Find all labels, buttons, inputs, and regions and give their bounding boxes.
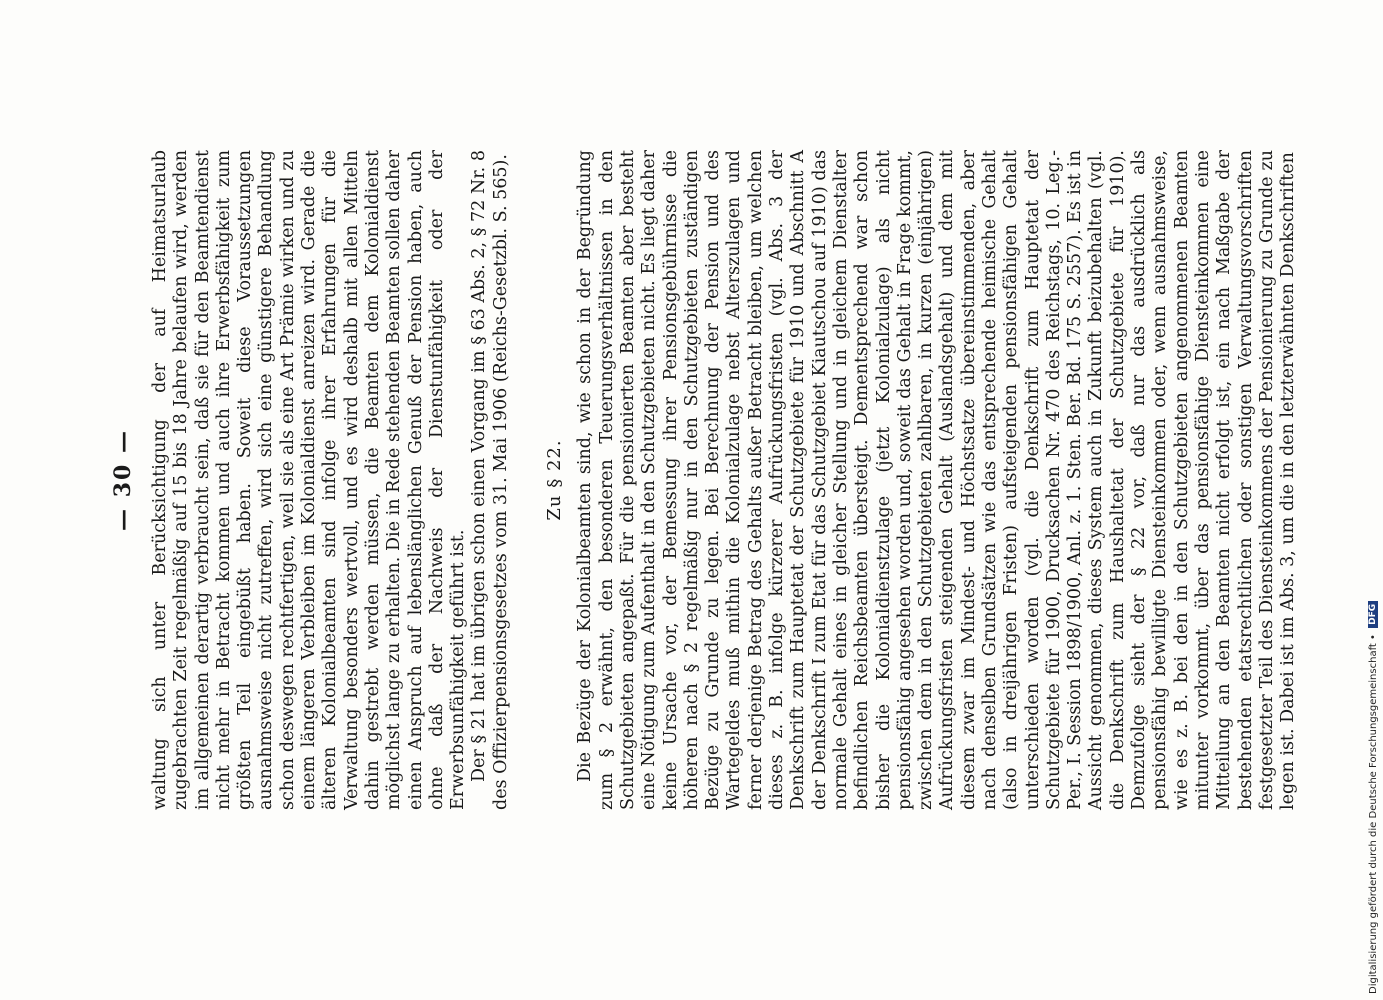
page-number: — 30 —	[110, 429, 136, 531]
paragraph-continuation: waltung sich unter Berücksichtigung der auf Heimatsurlaub zugebrachten Zeit regelmäßig auf 15 bis 18 Jahre belaufen wird, werden im allgemeinen derartig verbraucht sein, daß sie für den Beamtendienst nicht mehr in Betracht kommen und auch ihre Erwerbsfähigkeit zum größten Teil eingebüßt haben. Soweit diese Voraussetzungen ausnahmsweise nicht zutreffen, wird sich eine günstigere Behandlung schon deswegen rechtfertigen, weil sie als eine Art Prämie wirken und zu einem längeren Verbleiben im Kolonialdienst anreizen wird. Gerade die älteren Kolonialbeamten sind infolge ihrer Erfahrungen für die Verwaltung besonders wertvoll, und es wird deshalb mit allen Mitteln dahin gestrebt werden müssen, die Beamten dem Kolonialdienst möglichst lange zu erhalten. Die in Rede stehenden Beamten sollen daher einen Anspruch auf lebenslänglichen Genuß der Pension haben, auch ohne daß der Nachweis der Dienstunfähigkeit oder der Erwerbsunfähigkeit geführt ist.	[150, 150, 469, 810]
body-text	[150, 150, 1299, 810]
section-spacer	[512, 150, 530, 810]
dfg-logo: DFG	[1368, 601, 1378, 628]
section-heading: Zu § 22.	[544, 439, 566, 521]
dfg-credit-text: Digitalisierung gefördert durch die Deutsche Forschungsgemeinschaft •	[1368, 634, 1379, 994]
paragraph-section-22: Die Bezüge der Kolonialbeamten sind, wie schon in der Begründung zum § 2 erwähnt, den besonderen Teuerungsverhältnissen in den Schutzgebieten angepaßt. Für die pensionierten Beamten aber besteht eine Nötigung zum Aufenthalt in den Schutzgebieten nicht. Es liegt daher keine Ursache vor, der Bemessung ihrer Pensionsgebührnisse die höheren nach § 2 regelmäßig nur in den Schutzgebieten zuständigen Bezüge zu Grunde zu legen. Bei Berechnung der Pension und des Wartegeldes muß mithin die Kolonialzulage nebst Alterszulagen und ferner derjenige Betrag des Gehalts außer Betracht bleiben, um welchen dieses z. B. infolge kürzerer Aufrückungsfristen (vgl. Abs. 3 der Denkschrift zum Hauptetat der Schutzgebiete für 1910 und Abschnitt A der Denkschrift I zum Etat für das Schutzgebiet Kiautschou auf 1910) das normale Gehalt eines in gleicher Stellung und in gleichem Dienstalter befindlichen Reichsbeamten übersteigt. Dementsprechend war schon bisher die Kolonialdienstzulage (jetzt Kolonialzulage) als nicht pensionsfähig angesehen worden und, soweit das Gehalt in Frage kommt, zwischen dem in den Schutzgebieten zahlbaren, in kurzen (einjährigen) Aufrückungsfristen steigenden Gehalt (Auslandsgehalt) und dem mit diesem zwar im Mindest- und Höchstsatze übereinstimmenden, aber nach denselben Grundsätzen wie das entsprechende heimische Gehalt (also in dreijährigen Fristen) aufsteigenden pensionsfähigen Gehalt unterschieden worden (vgl. die Denkschrift zum Hauptetat der Schutzgebiete für 1900, Drucksachen Nr. 470 des Reichstags, 10. Leg.-Per., I. Session 1898/1900, Anl. z. 1. Sten. Ber. Bd. 175 S. 2557). Es ist in Aussicht genommen, dieses System auch in Zukunft beizubehalten (vgl. die Denkschrift zum Haushaltetat der Schutzgebiete für 1910). Demzufolge sieht der § 22 vor, daß nur das ausdrücklich als pensionsfähig bewilligte Diensteinkommen oder, wenn ausnahmsweise, wie es z. B. bei den in den Schutzgebieten angenommenen Beamten mitunter vorkommt, über das pensionsfähige Diensteinkommen eine Mitteilung an den Beamten nicht erfolgt ist, ein nach Maßgabe der bestehenden etatsrechtlichen oder sonstigen Verwaltungsvorschriften festgesetzter Teil des Diensteinkommens der Pensionierung zu Grunde zu legen ist. Dabei ist im Abs. 3, um die in den letzterwähnten Denkschriften	[575, 150, 1299, 810]
dfg-credit	[1368, 601, 1379, 994]
rotated-text-block	[110, 150, 1299, 810]
paragraph-reference: Der § 21 hat im übrigen schon einen Vorgang im § 63 Abs. 2, § 72 Nr. 8 des Offizierpensionsgesetzes vom 31. Mai 1906 (Reichs-Gesetzbl. S. 565).	[469, 150, 511, 810]
